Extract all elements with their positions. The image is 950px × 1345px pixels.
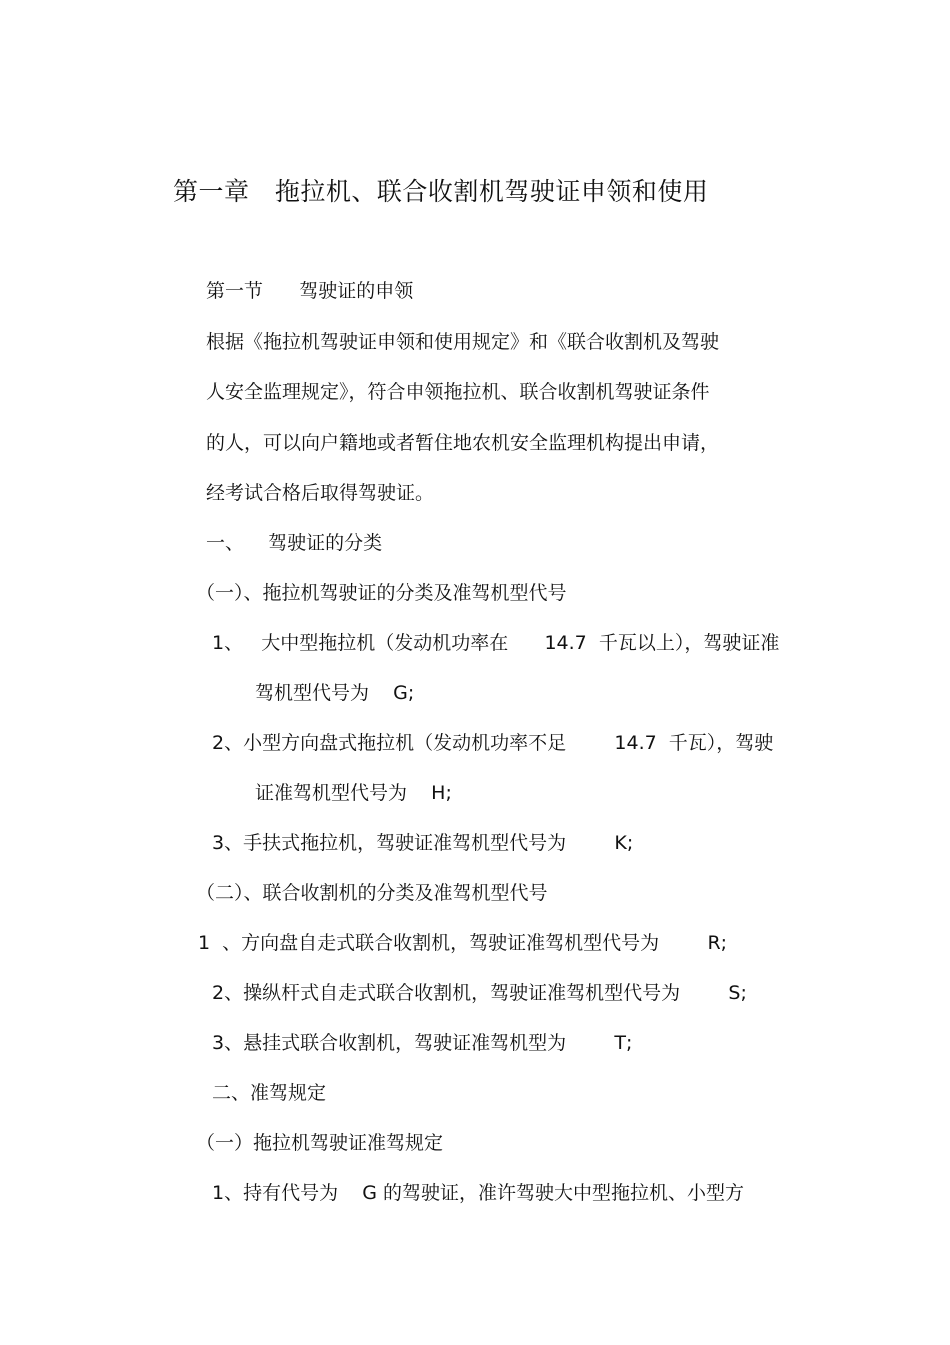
rule-item: 1、持有代号为 G 的驾驶证，准许驾驶大中型拖拉机、小型方	[212, 1182, 745, 1204]
harvester-classification-heading: （二）、联合收割机的分类及准驾机型代号	[196, 882, 548, 904]
intro-paragraph-line: 人安全监理规定》，符合申领拖拉机、联合收割机驾驶证条件	[206, 381, 710, 403]
intro-paragraph-line: 的人，可以向户籍地或者暂住地农机安全监理机构提出申请，	[206, 432, 720, 454]
part-one-heading: 一、 驾驶证的分类	[206, 532, 383, 554]
tractor-item-continuation: 证准驾机型代号为 H;	[255, 782, 452, 804]
tractor-item-continuation: 驾机型代号为 G;	[255, 682, 415, 704]
tractor-item: 2、小型方向盘式拖拉机（发动机功率不足 14.7 千瓦），驾驶	[212, 732, 774, 754]
tractor-rules-heading: （一）拖拉机驾驶证准驾规定	[196, 1132, 444, 1154]
chapter-title: 第一章 拖拉机、联合收割机驾驶证申领和使用	[173, 177, 709, 206]
tractor-item: 1、 大中型拖拉机（发动机功率在 14.7 千瓦以上），驾驶证准	[212, 632, 780, 654]
tractor-item: 3、手扶式拖拉机，驾驶证准驾机型代号为 K;	[212, 832, 634, 854]
harvester-item: 3、悬挂式联合收割机，驾驶证准驾机型为 T;	[212, 1032, 633, 1054]
part-two-heading: 二、准驾规定	[212, 1082, 327, 1104]
intro-paragraph-line: 经考试合格后取得驾驶证。	[206, 482, 435, 504]
intro-paragraph-line: 根据《拖拉机驾驶证申领和使用规定》和《联合收割机及驾驶	[206, 331, 720, 353]
tractor-classification-heading: （一）、拖拉机驾驶证的分类及准驾机型代号	[196, 582, 567, 604]
harvester-item: 1 、方向盘自走式联合收割机，驾驶证准驾机型代号为 R;	[198, 932, 728, 954]
section-heading: 第一节 驾驶证的申领	[206, 280, 414, 302]
harvester-item: 2、操纵杆式自走式联合收割机，驾驶证准驾机型代号为 S;	[212, 982, 747, 1004]
